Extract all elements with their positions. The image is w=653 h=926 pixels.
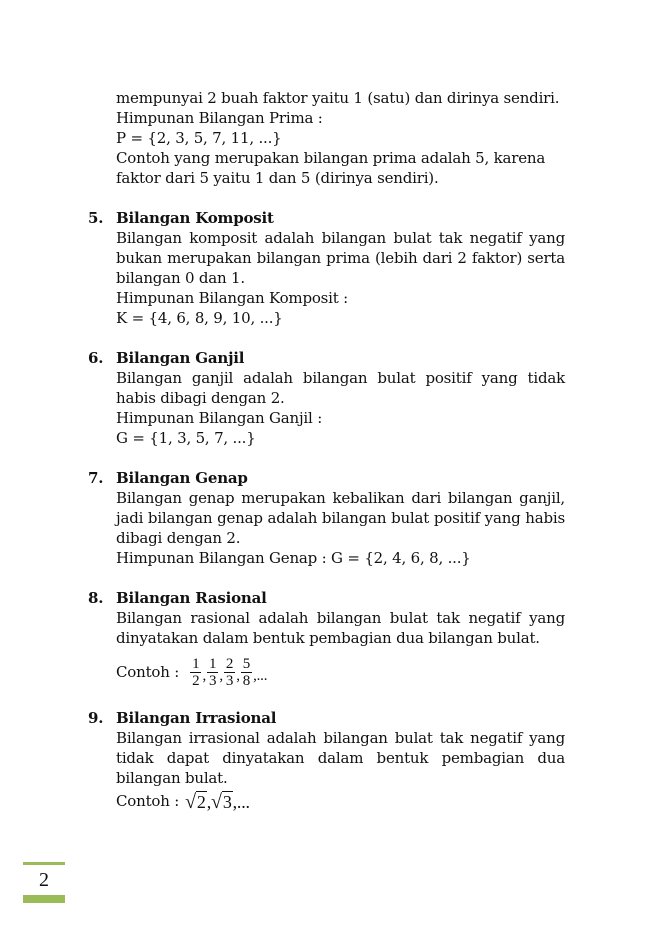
- intro-line: P = {2, 3, 5, 7, 11, ...}: [116, 129, 282, 147]
- set-label: Himpunan Bilangan Genap : G = {2, 4, 6, 8, ...}: [116, 549, 471, 567]
- example-label: Contoh :: [116, 792, 180, 810]
- section-genap: [88, 468, 565, 568]
- fraction: [224, 656, 235, 689]
- section-ganjil: [88, 348, 565, 448]
- intro-block: [116, 88, 565, 188]
- separator: ,: [206, 791, 212, 812]
- section-rasional: [88, 588, 565, 694]
- section-body: Bilangan ganjil adalah bilangan bulat positif yang tidak habis dibagi dengan 2.: [116, 369, 565, 407]
- separator: ,: [219, 668, 223, 684]
- section-number: 5.: [88, 209, 104, 227]
- radicand: 3: [222, 791, 232, 812]
- page-number: 2: [39, 869, 49, 891]
- example-label: Contoh :: [116, 663, 180, 681]
- denominator: 8: [242, 672, 251, 689]
- section-komposit: [88, 208, 565, 328]
- section-title: Bilangan Irrasional: [116, 709, 277, 727]
- section-body: Bilangan rasional adalah bilangan bulat tak negatif yang dinyatakan dalam bentuk pembagian dua bilangan bulat.: [116, 609, 565, 647]
- section-title: Bilangan Rasional: [116, 589, 267, 607]
- section-title: Bilangan Komposit: [116, 209, 274, 227]
- numerator: 2: [225, 655, 234, 672]
- fraction: [190, 656, 201, 689]
- set-label: Himpunan Bilangan Ganjil :: [116, 409, 323, 427]
- section-number: 7.: [88, 469, 104, 487]
- fraction: [207, 656, 218, 689]
- section-irrasional: [88, 708, 565, 814]
- numerator: 5: [242, 655, 251, 672]
- section-number: 9.: [88, 709, 104, 727]
- root-list: [185, 791, 250, 812]
- separator: ,: [236, 668, 240, 684]
- section-title: Bilangan Genap: [116, 469, 248, 487]
- page-footer: [23, 862, 65, 903]
- ellipsis: ,...: [253, 668, 268, 684]
- intro-line: Contoh yang merupakan bilangan prima adalah 5, karena: [116, 149, 546, 167]
- example-line: [116, 788, 565, 814]
- ellipsis: ,...: [232, 791, 250, 812]
- footer-top-rule: [23, 862, 65, 865]
- numerator: 1: [192, 655, 200, 672]
- set-label: Himpunan Bilangan Komposit :: [116, 289, 349, 307]
- numerator: 1: [209, 655, 217, 672]
- square-root: [211, 791, 233, 812]
- radicand: 2: [196, 791, 206, 812]
- fraction: [241, 656, 252, 689]
- radical-icon: √: [185, 790, 196, 813]
- radical-icon: √: [211, 790, 222, 813]
- section-body: Bilangan genap merupakan kebalikan dari bilangan ganjil, jadi bilangan genap adalah bilangan bulat positif yang habis dibagi dengan 2.: [116, 489, 565, 547]
- section-number: 8.: [88, 589, 104, 607]
- example-line: [116, 650, 565, 694]
- denominator: 3: [225, 672, 234, 689]
- page-content: [88, 88, 565, 814]
- intro-line: Himpunan Bilangan Prima :: [116, 109, 323, 127]
- fraction-list: [189, 656, 267, 689]
- section-body: Bilangan irrasional adalah bilangan bulat tak negatif yang tidak dapat dinyatakan dalam bentuk pembagian dua bilangan bulat.: [116, 729, 565, 787]
- set-value: K = {4, 6, 8, 9, 10, ...}: [116, 309, 283, 327]
- section-number: 6.: [88, 349, 104, 367]
- section-title: Bilangan Ganjil: [116, 349, 245, 367]
- intro-line: mempunyai 2 buah faktor yaitu 1 (satu) dan dirinya sendiri.: [116, 89, 560, 107]
- denominator: 2: [192, 672, 200, 689]
- section-body: Bilangan komposit adalah bilangan bulat tak negatif yang bukan merupakan bilangan prima (lebih dari 2 faktor) serta bilangan 0 dan 1.: [116, 229, 565, 287]
- intro-line: faktor dari 5 yaitu 1 dan 5 (dirinya sendiri).: [116, 169, 439, 187]
- footer-bottom-bar: [23, 895, 65, 903]
- set-value: G = {1, 3, 5, 7, ...}: [116, 429, 256, 447]
- denominator: 3: [209, 672, 217, 689]
- separator: ,: [202, 668, 206, 684]
- square-root: [185, 791, 207, 812]
